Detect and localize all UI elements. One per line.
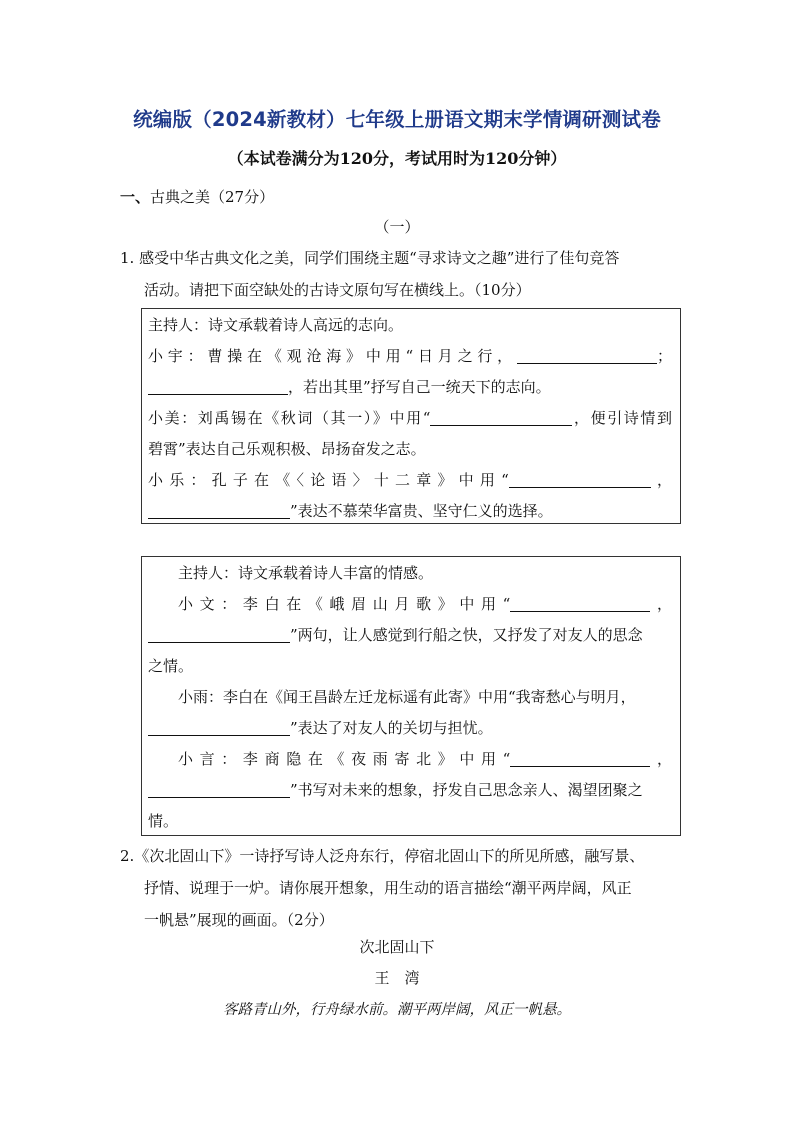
fill-blank[interactable]: [148, 779, 290, 798]
xiaoyu-text-c: ，若出其里”抒写自己一统天下的志向。: [288, 378, 551, 396]
xiaowen-line-1: [148, 589, 672, 620]
question-text: 《次北固山下》一诗抒写诗人泛舟东行，停宿北固山下的所见所感，融写景、: [134, 847, 645, 865]
xiaomei-line-1: [148, 403, 672, 434]
xiaowen-text-b: ，: [650, 595, 672, 613]
xiaoyan-line-3: 情。: [148, 812, 179, 830]
answer-box-2: [141, 556, 681, 836]
exam-subtitle: （本试卷满分为120分，考试用时为120分钟）: [227, 149, 567, 168]
fill-blank[interactable]: [148, 376, 288, 395]
xiaomei-text-a: 小美：刘禹锡在《秋词（其一）》中用“: [148, 409, 431, 427]
fill-blank[interactable]: [148, 717, 290, 736]
xiaoyu2-text-b: ”表达了对友人的关切与担忧。: [290, 719, 493, 737]
xiaowen-line-3: 之情。: [148, 657, 194, 675]
section-heading: [120, 186, 274, 207]
exam-title: 统编版（2024新教材）七年级上册语文期末学情调研测试卷: [133, 108, 661, 131]
question-2-line-1: [120, 840, 682, 872]
poem-author: 王 湾: [374, 969, 420, 987]
section-number: 一、: [120, 188, 151, 206]
fill-blank[interactable]: [510, 593, 650, 612]
xiaole-text-c: ”表达不慕荣华富贵、坚守仁义的选择。: [290, 502, 553, 520]
xiaowen-text-a: 小文：李白在《峨眉山月歌》中用“: [178, 595, 511, 613]
answer-box-1: [141, 308, 681, 524]
section-title: 古典之美（27分）: [150, 188, 275, 206]
xiaoyu-line-1: [148, 341, 672, 372]
question-2: [120, 840, 682, 936]
xiaowen-text-c: ”两句，让人感觉到行船之快，又抒发了对友人的思念: [290, 626, 643, 644]
host-line: 主持人：诗文承载着诗人丰富的情感。: [178, 564, 434, 582]
question-1-line-1: [120, 242, 680, 274]
fill-blank[interactable]: [517, 345, 657, 364]
fill-blank[interactable]: [148, 500, 290, 519]
question-2-line-2: 抒情、说理于一炉。请你展开想象，用生动的语言描绘“潮平两岸阔，风正: [144, 879, 632, 897]
question-1-line-2: 活动。请把下面空缺处的古诗文原句写在横线上。（10分）: [144, 281, 531, 299]
xiaomei-text-b: ，便引诗情到: [572, 409, 672, 427]
xiaole-line-2: [148, 496, 672, 527]
xiaoyan-line-2: [148, 775, 672, 806]
xiaoyu2-line-2: [148, 713, 672, 744]
xiaomei-line-2: 碧霄”表达自己乐观积极、昂扬奋发之志。: [148, 440, 426, 458]
question-1: [120, 242, 680, 306]
question-text: 感受中华古典文化之美，同学们围绕主题“寻求诗文之趣”进行了佳句竞答: [139, 249, 620, 267]
host-line: 主持人：诗文承载着诗人高远的志向。: [148, 316, 404, 334]
xiaoyu-text-a: 小宇：曹操在《观沧海》中用“日月之行，: [148, 347, 517, 365]
xiaoyan-text-b: ，: [650, 750, 672, 768]
poem-line: 客路青山外，行舟绿水前。潮平两岸阔，风正一帆悬。: [223, 1002, 571, 1018]
fill-blank[interactable]: [509, 469, 651, 488]
part-label: （一）: [374, 218, 420, 236]
fill-blank[interactable]: [510, 748, 650, 767]
xiaoyan-text-c: ”书写对未来的想象，抒发自己思念亲人、渴望团聚之: [290, 781, 643, 799]
poem-title: 次北固山下: [359, 938, 435, 956]
xiaowen-line-2: [148, 620, 672, 651]
fill-blank[interactable]: [148, 624, 290, 643]
xiaoyu-text-b: ；: [656, 347, 672, 365]
xiaoyu2-line-1: 小雨：李白在《闻王昌龄左迁龙标遥有此寄》中用“我寄愁心与明月，: [178, 688, 636, 706]
xiaole-text-b: ，: [650, 471, 672, 489]
xiaole-line-1: [148, 465, 672, 496]
question-2-line-3: 一帆悬”展现的画面。（2分）: [144, 911, 334, 929]
question-number: 2.: [120, 847, 135, 865]
question-number: 1.: [120, 249, 135, 267]
xiaole-text-a: 小乐：孔子在《〈论语〉十二章》中用“: [148, 471, 509, 489]
xiaoyan-line-1: [148, 744, 672, 775]
xiaoyan-text-a: 小言：李商隐在《夜雨寄北》中用“: [178, 750, 511, 768]
fill-blank[interactable]: [430, 407, 572, 426]
xiaoyu-line-2: [148, 372, 672, 403]
